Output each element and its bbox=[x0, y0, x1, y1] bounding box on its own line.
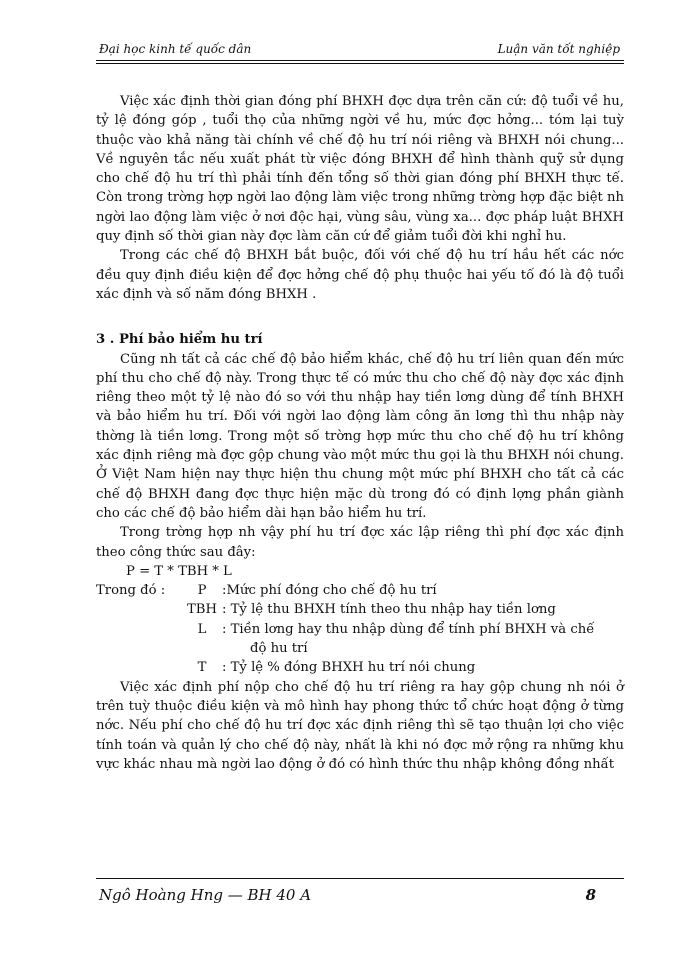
definition-row bbox=[96, 600, 624, 619]
section-heading: 3 . Phí bảo hiểm hu trí bbox=[96, 332, 263, 348]
definition-continuation: độ hu trí bbox=[250, 641, 308, 657]
section-spacer bbox=[96, 304, 624, 330]
paragraph-formula-intro: Trong trờng hợp nh vậy phí hu trí đợc xác lập riêng thì phí đợc xác định theo công thức sau đây: bbox=[96, 525, 624, 560]
header-thesis-label: Luận văn tốt nghiệp bbox=[497, 42, 620, 56]
page-number: 8 bbox=[585, 886, 596, 904]
definition-text: : Tỷ lệ % đóng BHXH hu trí nói chung bbox=[222, 660, 476, 676]
definition-symbol: T bbox=[197, 660, 207, 676]
premium-formula: P = T * TBH * L bbox=[126, 563, 232, 579]
page-body bbox=[96, 92, 624, 774]
footer-rule bbox=[96, 878, 624, 879]
definition-symbol: TBH bbox=[187, 602, 217, 618]
paragraph-contribution-time: Việc xác định thời gian đóng phí BHXH đợc dựa trên căn cứ: độ tuổi về hu, tỷ lệ đóng góp , tuổi thọ của những ngời về hu, mức đợc hởng... tóm lại tuỳ thuộc vào khả năng tài chính về chế độ hu trí nói riêng và BHXH nói chung... Về nguyên tắc nếu xuất phát từ việc đóng BHXH để hình thành quỹ sử dụng cho chế độ hu trí thì phải tính đến tổng số thời gian đóng phí BHXH thực tế. Còn trong trờng hợp ngời lao động làm việc trong những trờng hợp đặc biệt nh ngời lao động làm việc ở nơi độc hại, vùng sâu, vùng xa... đợc pháp luật BHXH quy định số thời gian này đợc làm căn cứ để giảm tuổi đời khi nghỉ hu. bbox=[96, 94, 624, 245]
paragraph-premium-method: Việc xác định phí nộp cho chế độ hu trí riêng ra hay gộp chung nh nói ở trên tuỳ thuộc điều kiện và mô hình hay phong thức tổ chức hoạt động ở từng nớc. Nếu phí cho chế độ hu trí đợc xác định riêng thì sẽ tạo thuận lợi cho việc tính toán và quản lý cho chế độ này, nhất là khi nó đợc mở rộng ra những khu vực khác nhau mà ngời lao động ở đó có hình thức thu nhập không đồng nhất bbox=[96, 679, 624, 772]
header-rule bbox=[96, 60, 624, 61]
paragraph-eligibility: Trong các chế độ BHXH bắt buộc, đối với chế độ hu trí hầu hết các nớc đều quy định điều kiện để đợc hởng chế độ phụ thuộc hai yếu tố đó là độ tuổi xác định và số năm đóng BHXH . bbox=[96, 248, 624, 302]
formula-definitions bbox=[96, 581, 624, 677]
footer-author: Ngô Hoàng Hng — BH 40 A bbox=[99, 886, 312, 904]
definition-row bbox=[96, 658, 624, 677]
definition-symbol: P bbox=[197, 583, 207, 599]
definition-symbol: L bbox=[197, 621, 207, 637]
header-rule-inner bbox=[96, 63, 624, 64]
definition-row bbox=[96, 581, 624, 600]
definition-text: : Tỷ lệ thu BHXH tính theo thu nhập hay tiền lơng bbox=[222, 602, 556, 618]
definition-text: : Tiền lơng hay thu nhập dùng để tính phí BHXH và chế bbox=[222, 621, 595, 637]
definition-row bbox=[96, 620, 624, 639]
definition-text: :Mức phí đóng cho chế độ hu trí bbox=[222, 583, 437, 599]
paragraph-premium: Cũng nh tất cả các chế độ bảo hiểm khác, chế độ hu trí liên quan đến mức phí thu cho chế độ này. Trong thực tế có mức thu cho chế độ này đợc xác định riêng theo một tỷ lệ nào đó so với thu nhập hay tiền lơng dùng để tính BHXH và bảo hiểm hu trí. Đối với ngời lao động làm công ăn lơng thì thu nhập này thờng là tiền lơng. Trong một số trờng hợp mức thu cho chế độ hu trí không xác định riêng mà đợc gộp chung vào một mức thu gọi là thu BHXH nói chung. Ở Việt Nam hiện nay thực hiện thu chung một mức phí BHXH cho tất cả các chế độ BHXH đang đợc thực hiện mặc dù trong đó có định lợng phần giành cho các chế độ bảo hiểm dài hạn bảo hiểm hu trí. bbox=[96, 351, 624, 521]
definitions-lead: Trong đó : bbox=[96, 583, 166, 599]
header-university: Đại học kinh tế quốc dân bbox=[99, 42, 252, 56]
